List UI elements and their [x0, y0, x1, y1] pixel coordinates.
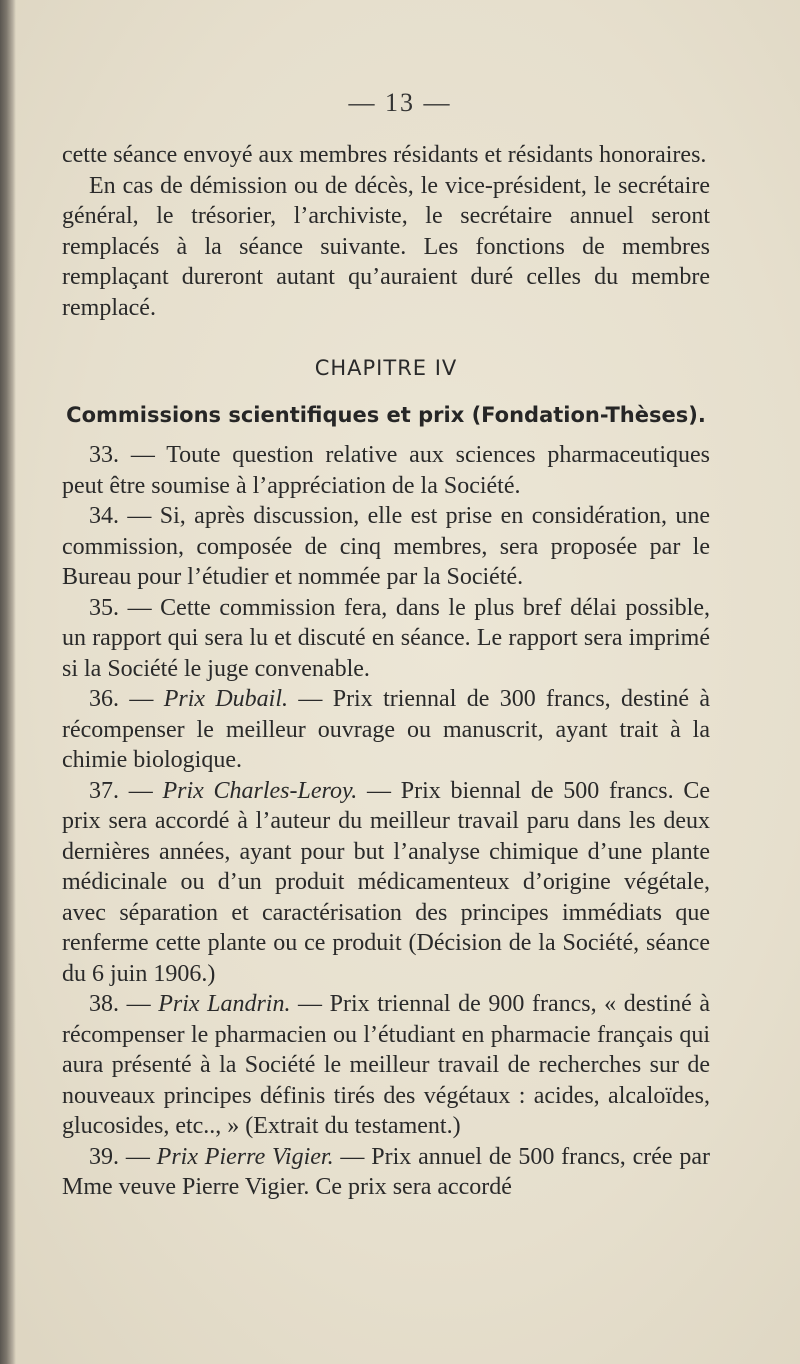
page-number: — 13 —	[348, 88, 452, 117]
article-33	[62, 440, 710, 501]
article-dash: —	[127, 503, 152, 529]
article-37	[62, 776, 710, 990]
page-body	[62, 140, 710, 1203]
prize-name: Prix Pierre Vigier.	[156, 1143, 334, 1170]
article-dash: —	[127, 594, 152, 621]
article-36	[62, 684, 710, 776]
article-number: 34.	[89, 503, 119, 529]
article-dash: —	[126, 991, 151, 1017]
article-number: 39.	[89, 1143, 119, 1170]
article-35	[62, 593, 710, 685]
article-number: 33.	[89, 442, 119, 468]
article-text: Si, après discussion, elle est prise en considération, une commission, composée de cinq membres, sera proposée par le Bureau pour l’étudier et nommée par la Société.	[62, 503, 711, 590]
prize-name: Prix Dubail.	[163, 686, 289, 712]
article-text: — Prix biennal de 500 francs. Ce prix sera accordé à l’auteur du meilleur travail paru dans les deux dernières années, ayant pour but l’analyse chimique d’une plante médicinale ou d’un produit médicamenteux d’origine végétale, avec séparation et caractérisation des principes immédiats que renferme cette plante ou ce produit (Décision de la Société, séance du 6 juin 1906.)	[62, 777, 710, 987]
article-number: 38.	[89, 991, 119, 1017]
chapter-title: Commissions scientifiques et prix (Fondation-Thèses).	[66, 402, 706, 427]
article-34	[62, 501, 710, 593]
prize-name: Prix Charles-Leroy.	[162, 777, 358, 804]
article-text: Toute question relative aux sciences pharmaceutiques peut être soumise à l’appréciation de la Société.	[62, 442, 710, 499]
article-text: — Prix annuel de 500 francs, crée par Mme veuve Pierre Vigier. Ce prix sera accordé	[62, 1143, 711, 1200]
article-text: — Prix triennal de 300 francs, destiné à récompenser le meilleur ouvrage ou manuscrit, ayant trait à la chimie biologique.	[62, 686, 710, 773]
prize-name: Prix Landrin.	[158, 991, 291, 1017]
continuation-paragraph: cette séance envoyé aux membres résidants et résidants honoraires.	[62, 142, 707, 168]
article-number: 35.	[89, 594, 119, 621]
article-number: 37.	[89, 777, 119, 804]
chapter-heading: CHAPITRE IV	[314, 356, 458, 380]
article-39	[62, 1142, 710, 1203]
article-number: 36.	[89, 686, 119, 712]
article-38	[62, 989, 710, 1142]
article-dash: —	[130, 442, 155, 468]
article-text: Cette commission fera, dans le plus bref délai possible, un rapport qui sera lu et discuté en séance. Le rapport sera imprimé si la Société le juge convenable.	[62, 594, 710, 682]
article-dash: —	[129, 686, 154, 712]
article-dash: —	[128, 777, 153, 804]
replacement-paragraph: En cas de démission ou de décès, le vice-président, le secrétaire général, le trésorier, l’archiviste, le secrétaire annuel seront remplacés à la séance suivante. Les fonctions de membres remplaçant dureront autant qu’auraient duré celles du membre remplacé.	[62, 172, 710, 321]
book-spine-shadow	[0, 0, 16, 1364]
article-text: — Prix triennal de 900 francs, « destiné à récompenser le pharmacien ou l’étudiant en pharmacie français qui aura présenté à la Société le meilleur travail de recherches sur de nouveaux principes définis tirés des végétaux : acides, alcaloïdes, glucosides, etc.., » (Extrait du testament.)	[62, 991, 710, 1139]
article-dash: —	[125, 1143, 150, 1170]
